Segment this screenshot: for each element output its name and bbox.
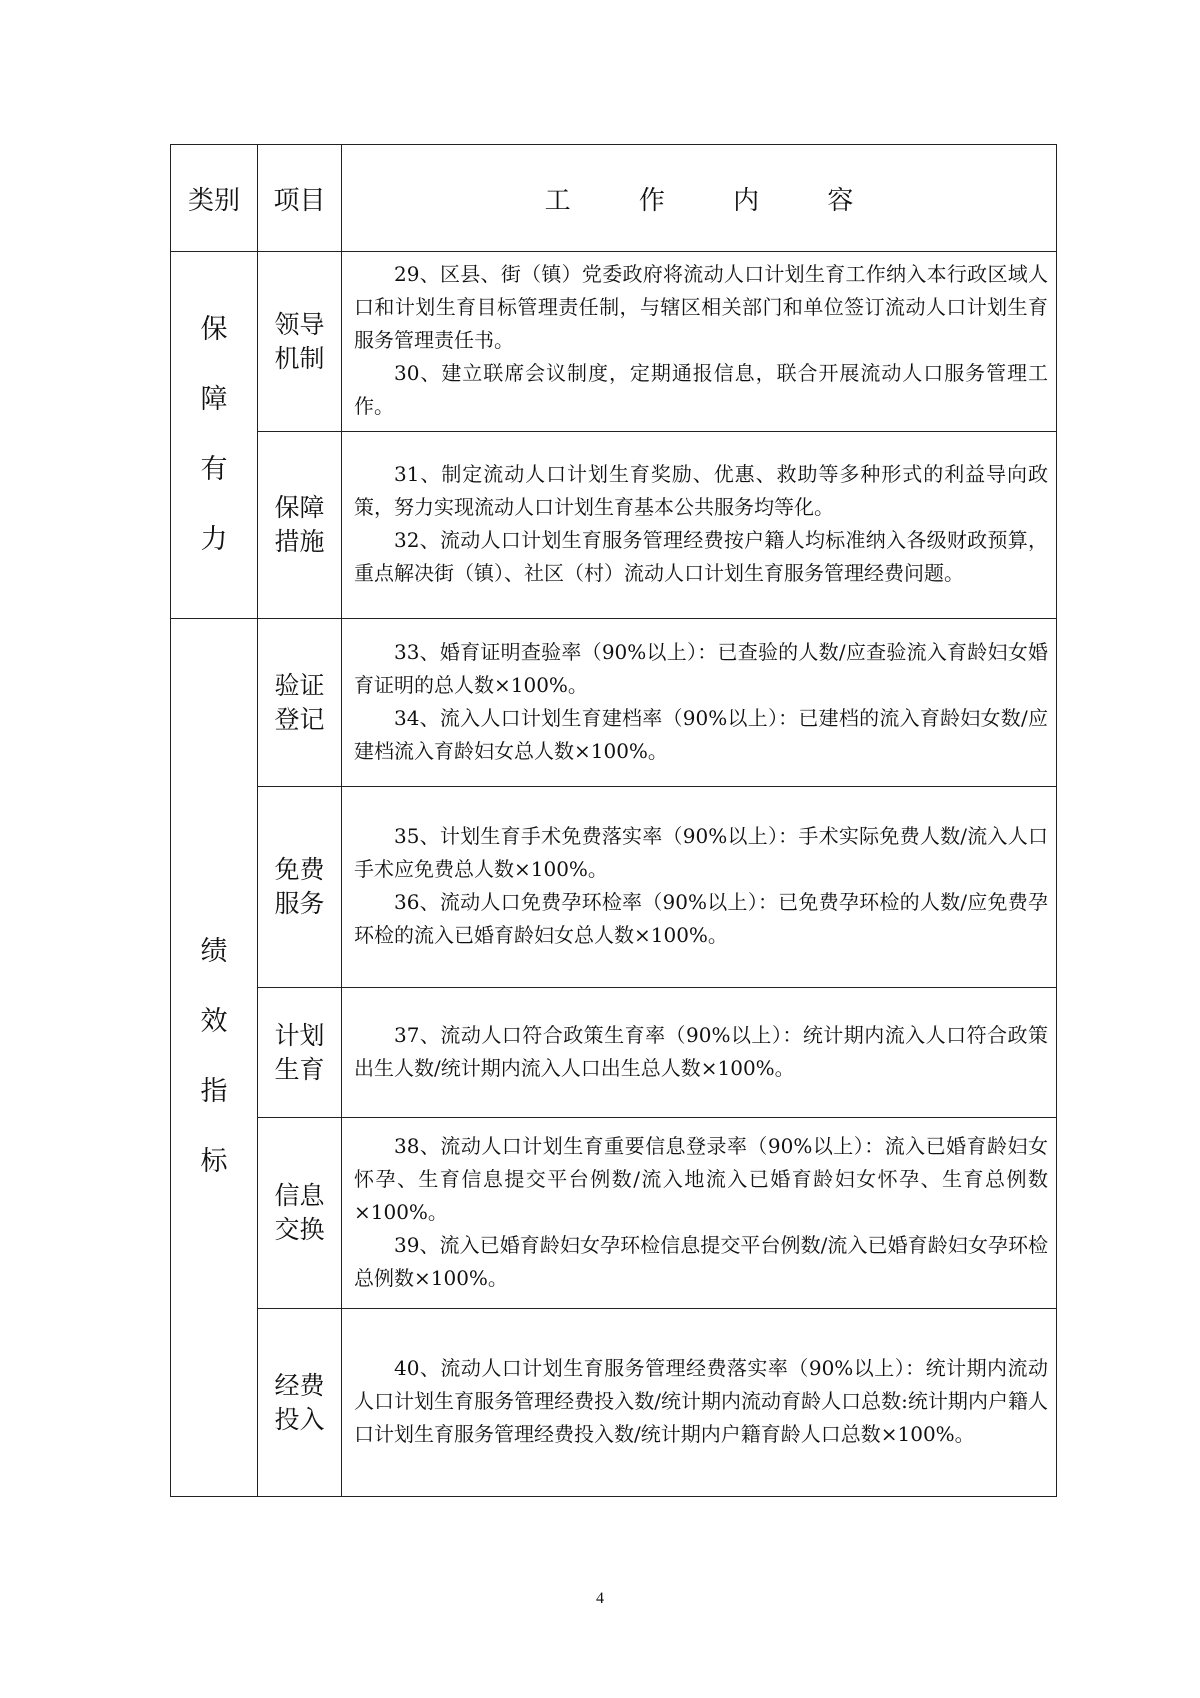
content-cell: [342, 988, 1057, 1118]
category-cell-guarantee: [171, 252, 258, 619]
category-label: 保 障 有 力: [200, 313, 228, 555]
content-paragraph: 32、流动人口计划生育服务管理经费按户籍人均标准纳入各级财政预算，重点解决街（镇）、社区（村）流动人口计划生育服务管理经费问题。: [354, 528, 1048, 585]
category-label: 绩 效 指 标: [200, 936, 228, 1177]
page-number: 4: [596, 1590, 604, 1607]
category-cell-performance: [171, 619, 258, 1497]
content-cell: [342, 1309, 1057, 1497]
content-paragraph: 33、婚育证明查验率（90%以上）：已查验的人数/应查验流入育龄妇女婚育证明的总人数×100%。: [354, 639, 1048, 697]
content-paragraph: 40、流动人口计划生育服务管理经费落实率（90%以上）：统计期内流动人口计划生育服务管理经费投入数/统计期内流动育龄人口总数:统计期内户籍人口计划生育服务管理经费投入数/统计期内户籍育龄人口总数×100%。: [354, 1356, 1048, 1446]
item-cell: 领导机制: [258, 252, 342, 432]
content-paragraph: 36、流动人口免费孕环检率（90%以上）：已免费孕环检的人数/应免费孕环检的流入已婚育龄妇女总人数×100%。: [354, 890, 1048, 947]
header-row: [171, 145, 1057, 252]
item-cell: 经费投入: [258, 1309, 342, 1497]
table-row: [171, 252, 1057, 432]
content-cell: [342, 252, 1057, 432]
content-paragraph: 35、计划生育手术免费落实率（90%以上）：手术实际免费人数/流入人口手术应免费总人数×100%。: [354, 824, 1048, 881]
work-content-table: [170, 144, 1057, 1497]
content-paragraph: 30、建立联席会议制度，定期通报信息，联合开展流动人口服务管理工作。: [354, 361, 1048, 418]
item-cell: 信息交换: [258, 1118, 342, 1309]
content-paragraph: 31、制定流动人口计划生育奖励、优惠、救助等多种形式的利益导向政策，努力实现流动人口计划生育基本公共服务均等化。: [354, 462, 1048, 519]
header-content: 工 作 内 容: [342, 145, 1057, 252]
item-cell: 免费服务: [258, 787, 342, 988]
content-paragraph: 37、流动人口符合政策生育率（90%以上）：统计期内流入人口符合政策出生人数/统计期内流入人口出生总人数×100%。: [354, 1022, 1048, 1080]
table-row: [171, 619, 1057, 787]
content-cell: [342, 787, 1057, 988]
item-cell: 验证登记: [258, 619, 342, 787]
content-cell: [342, 432, 1057, 619]
table-row: [171, 988, 1057, 1118]
item-cell: 计划生育: [258, 988, 342, 1118]
content-paragraph: 34、流入人口计划生育建档率（90%以上）：已建档的流入育龄妇女数/应建档流入育龄妇女总人数×100%。: [354, 705, 1048, 763]
table-row: [171, 432, 1057, 619]
table-row: [171, 1118, 1057, 1309]
table-row: [171, 1309, 1057, 1497]
table-row: [171, 787, 1057, 988]
content-paragraph: 29、区县、街（镇）党委政府将流动人口计划生育工作纳入本行政区域人口和计划生育目标管理责任制，与辖区相关部门和单位签订流动人口计划生育服务管理责任书。: [354, 262, 1048, 352]
content-paragraph: 39、流入已婚育龄妇女孕环检信息提交平台例数/流入已婚育龄妇女孕环检总例数×100%。: [354, 1232, 1048, 1290]
content-paragraph: 38、流动人口计划生育重要信息登录率（90%以上）：流入已婚育龄妇女怀孕、生育信息提交平台例数/流入地流入已婚育龄妇女怀孕、生育总例数×100%。: [354, 1133, 1048, 1224]
content-cell: [342, 619, 1057, 787]
item-cell: 保障措施: [258, 432, 342, 619]
header-category: 类别: [171, 145, 258, 252]
content-cell: [342, 1118, 1057, 1309]
header-item: 项目: [258, 145, 342, 252]
